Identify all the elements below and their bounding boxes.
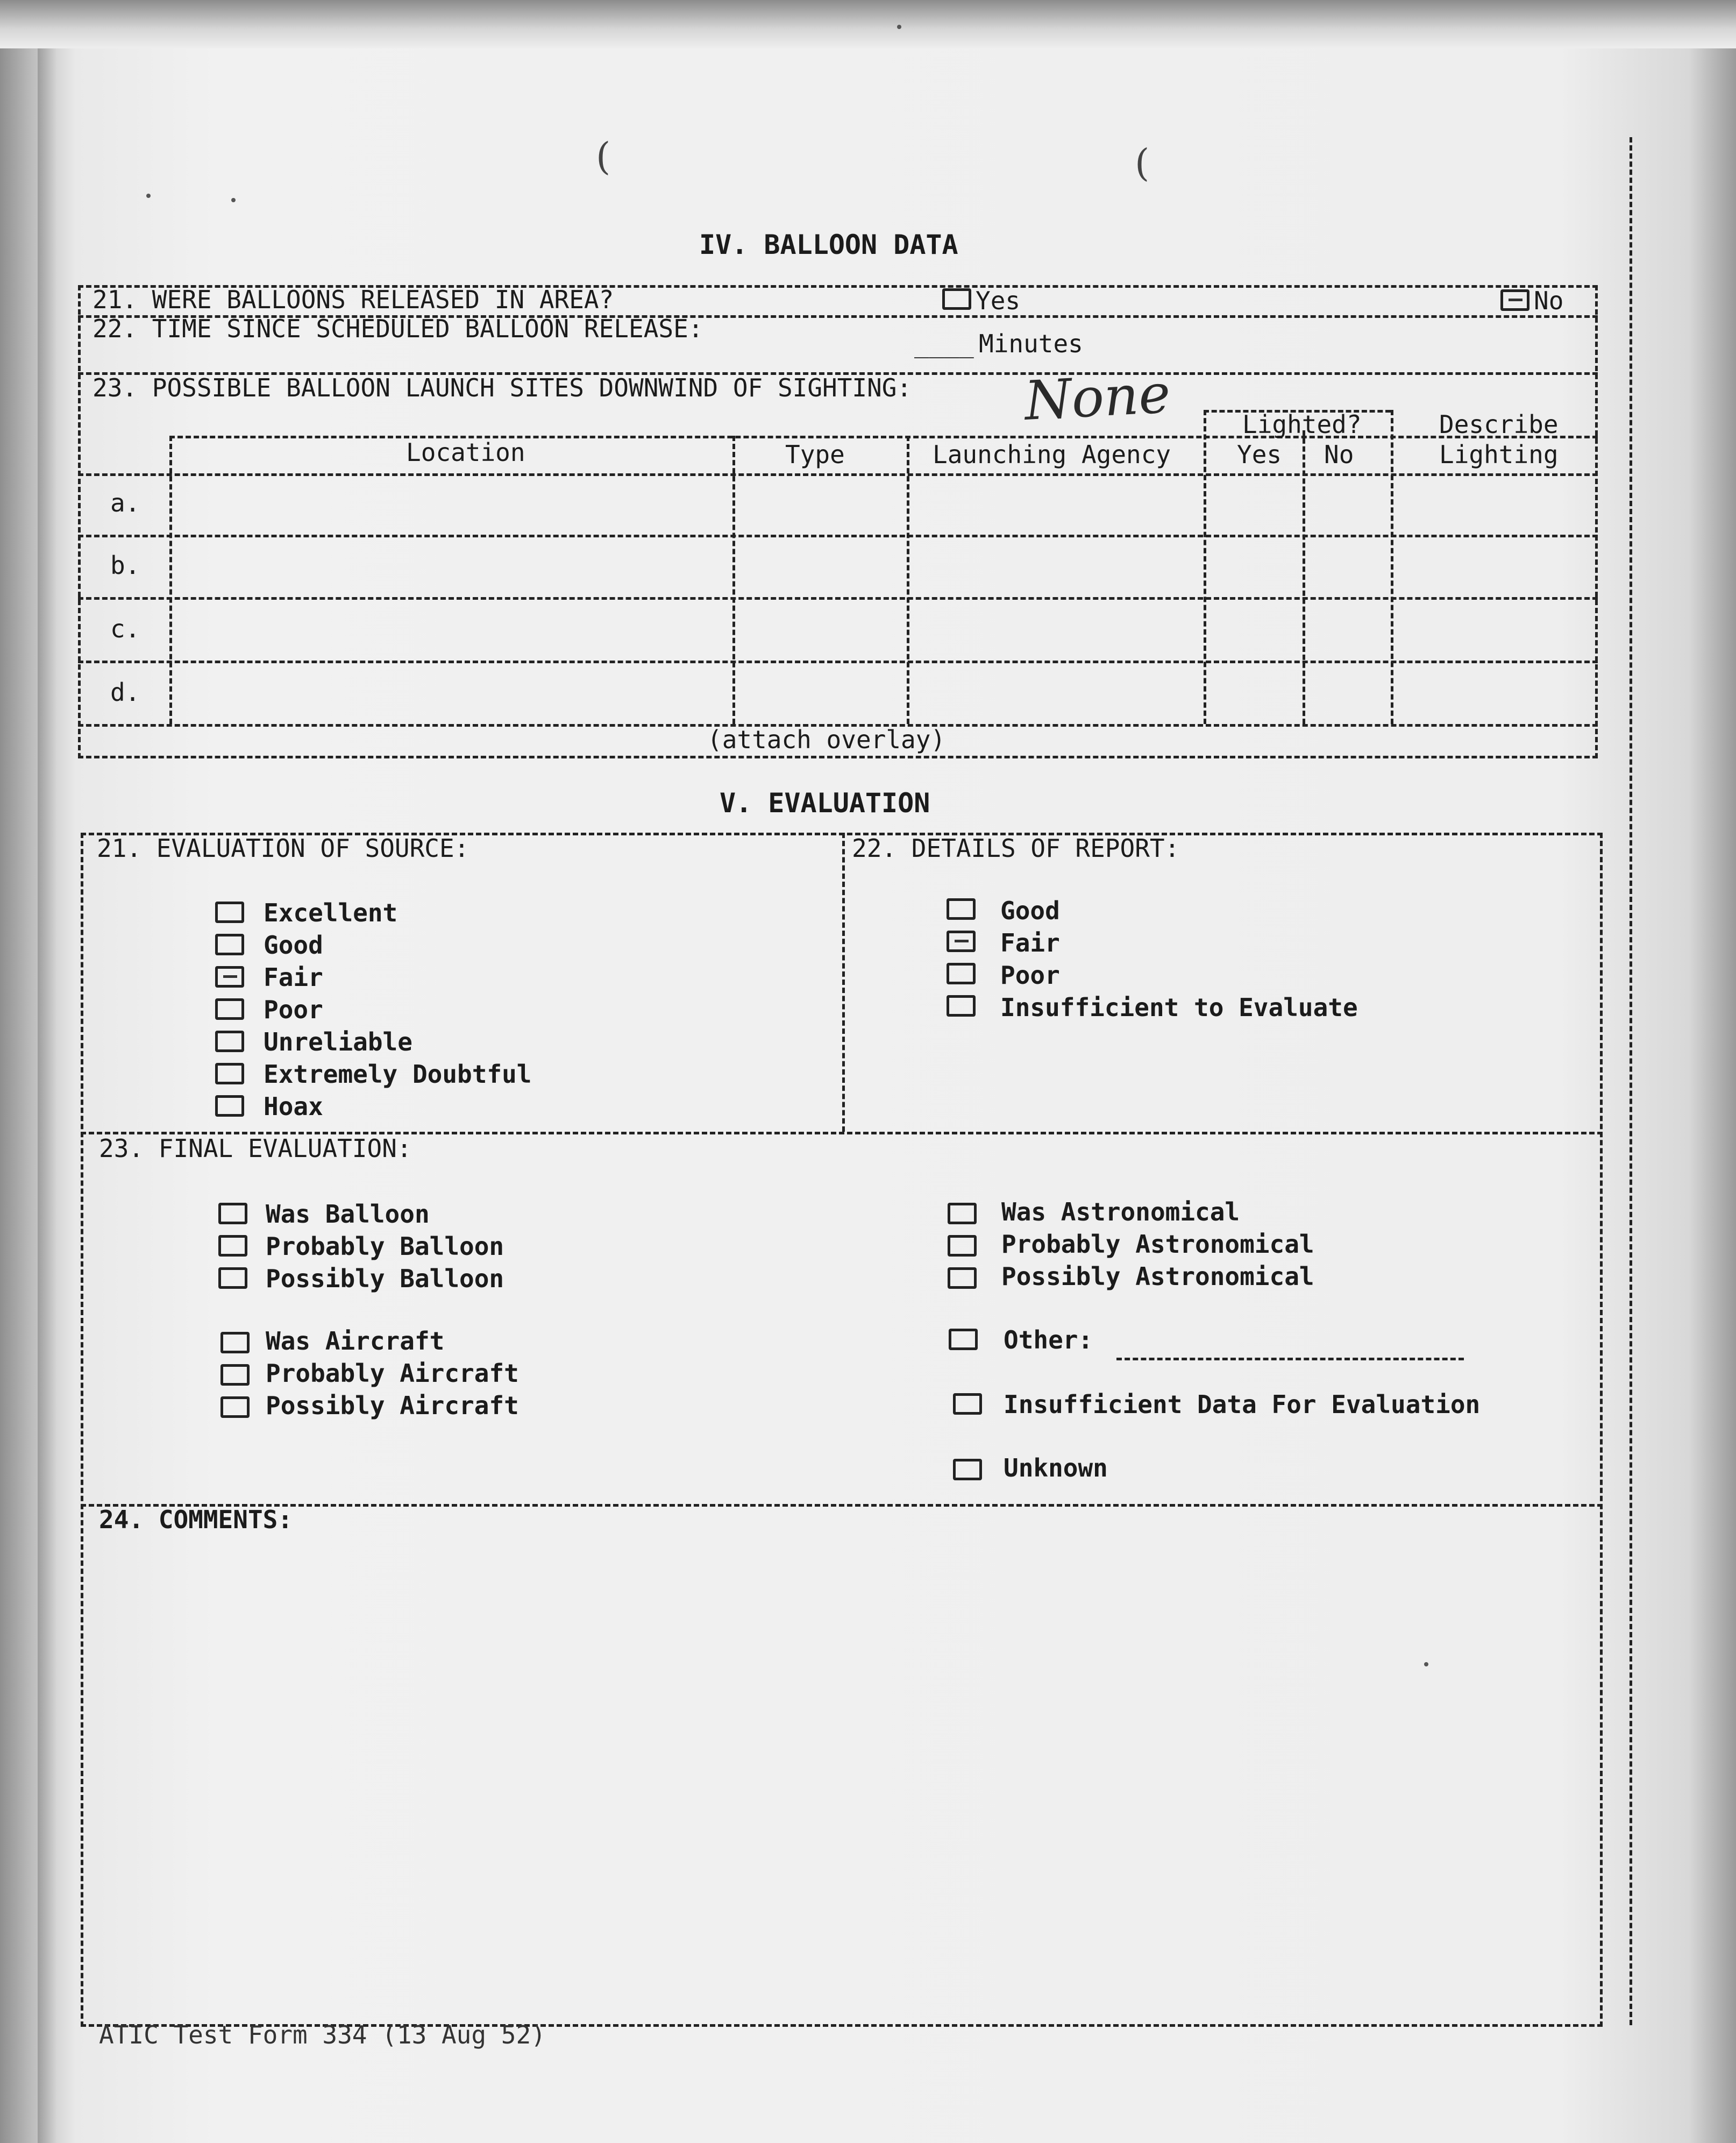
source-unreliable-checkbox[interactable]	[215, 1031, 244, 1052]
q22-label: 22. TIME SINCE SCHEDULED BALLOON RELEASE:	[93, 314, 703, 343]
row-label-b: b.	[110, 551, 140, 580]
row-label-a: a.	[110, 488, 140, 517]
final-eval-title: 23. FINAL EVALUATION:	[99, 1134, 412, 1163]
section-title-balloon-data: IV. BALLOON DATA	[699, 229, 958, 260]
col-lighting: Lighting	[1439, 440, 1559, 469]
source-excellent-label: Excellent	[264, 898, 398, 927]
q23-label: 23. POSSIBLE BALLOON LAUNCH SITES DOWNWIND OF SIGHTING:	[93, 373, 912, 402]
col-lighted: Lighted?	[1242, 410, 1362, 439]
source-good-label: Good	[264, 931, 323, 960]
final-was-astronomical-label: Was Astronomical	[1001, 1197, 1240, 1226]
final-probably-astronomical-checkbox[interactable]	[948, 1235, 977, 1257]
final-possibly-balloon-checkbox[interactable]	[218, 1267, 247, 1289]
col-lighted-no: No	[1324, 440, 1354, 469]
final-other-input-line[interactable]	[1116, 1358, 1464, 1360]
row-label-d: d.	[110, 678, 140, 707]
source-unreliable-label: Unreliable	[264, 1027, 412, 1056]
section-title-evaluation: V. EVALUATION	[720, 787, 930, 819]
source-poor-label: Poor	[264, 995, 323, 1024]
col-location: Location	[406, 438, 525, 467]
scan-left-edge	[38, 48, 56, 2143]
final-probably-balloon-checkbox[interactable]	[218, 1235, 247, 1257]
evaluation-divider	[842, 833, 845, 1132]
final-other-label: Other:	[1004, 1325, 1093, 1354]
report-fair-checkbox[interactable]	[947, 931, 976, 952]
final-possibly-astronomical-label: Possibly Astronomical	[1001, 1262, 1314, 1291]
form-number-footer: ATIC Test Form 334 (13 Aug 52)	[99, 2020, 546, 2049]
grid-col-rule	[169, 436, 172, 724]
source-poor-checkbox[interactable]	[215, 998, 244, 1020]
grid-row-rule	[78, 597, 1598, 600]
final-other-checkbox[interactable]	[949, 1329, 978, 1350]
col-describe: Describe	[1439, 410, 1559, 439]
report-insufficient-label: Insufficient to Evaluate	[1000, 993, 1358, 1022]
final-was-balloon-label: Was Balloon	[266, 1200, 430, 1229]
col-type: Type	[785, 440, 845, 469]
source-hoax-label: Hoax	[264, 1092, 323, 1121]
grid-row-rule	[78, 661, 1598, 663]
scan-speck	[1424, 1662, 1428, 1666]
source-extremely-doubtful-label: Extremely Doubtful	[264, 1060, 532, 1089]
scan-top-shadow	[0, 0, 1736, 48]
final-unknown-label: Unknown	[1004, 1453, 1108, 1482]
grid-row-rule	[78, 473, 1598, 476]
grid-col-rule	[907, 436, 909, 724]
final-was-aircraft-checkbox[interactable]	[220, 1332, 250, 1353]
grid-col-rule	[732, 436, 735, 724]
hole-punch-mark-right: (	[1135, 141, 1150, 185]
col-lighted-yes: Yes	[1237, 440, 1282, 469]
q21-no-checkbox[interactable]	[1500, 289, 1529, 311]
hole-punch-mark-left: (	[596, 134, 611, 179]
q21-yes-checkbox[interactable]	[942, 288, 971, 310]
grid-col-rule	[1204, 410, 1206, 724]
scan-speck	[146, 194, 151, 198]
q22-minutes-blank[interactable]: ____	[914, 329, 974, 358]
col-launching-agency: Launching Agency	[933, 440, 1171, 469]
evaluation-row-rule	[81, 1504, 1603, 1507]
grid-col-rule	[1391, 410, 1393, 724]
final-unknown-checkbox[interactable]	[953, 1459, 982, 1480]
report-poor-checkbox[interactable]	[947, 963, 976, 984]
row-label-c: c.	[110, 614, 140, 643]
report-details-title: 22. DETAILS OF REPORT:	[852, 834, 1180, 863]
q22-unit: Minutes	[979, 329, 1083, 358]
q21-yes-label: Yes	[976, 286, 1021, 315]
final-insufficient-data-label: Insufficient Data For Evaluation	[1004, 1390, 1481, 1419]
report-insufficient-checkbox[interactable]	[947, 995, 976, 1017]
grid-col-rule	[1303, 430, 1305, 724]
final-was-astronomical-checkbox[interactable]	[948, 1203, 977, 1224]
final-possibly-aircraft-checkbox[interactable]	[220, 1396, 250, 1418]
source-good-checkbox[interactable]	[215, 934, 244, 955]
report-fair-label: Fair	[1000, 928, 1060, 957]
final-possibly-balloon-label: Possibly Balloon	[266, 1264, 504, 1293]
report-poor-label: Poor	[1000, 961, 1060, 990]
q21-no-label: No	[1534, 286, 1564, 315]
q21-label: 21. WERE BALLOONS RELEASED IN AREA?	[93, 285, 614, 314]
final-was-aircraft-label: Was Aircraft	[266, 1326, 445, 1356]
final-probably-balloon-label: Probably Balloon	[266, 1232, 504, 1261]
final-probably-aircraft-label: Probably Aircraft	[266, 1359, 519, 1388]
source-hoax-checkbox[interactable]	[215, 1095, 244, 1117]
grid-header-rule	[169, 436, 1598, 438]
page-right-rule	[1630, 137, 1632, 2025]
source-excellent-checkbox[interactable]	[215, 902, 244, 923]
attach-overlay-note: (attach overlay)	[707, 725, 946, 754]
final-insufficient-data-checkbox[interactable]	[953, 1393, 982, 1415]
final-probably-aircraft-checkbox[interactable]	[220, 1364, 250, 1386]
scan-speck	[231, 198, 236, 202]
source-fair-label: Fair	[264, 963, 323, 992]
comments-title: 24. COMMENTS:	[99, 1505, 293, 1534]
source-extremely-doubtful-checkbox[interactable]	[215, 1063, 244, 1084]
q23-handwritten-answer: None	[1023, 361, 1172, 433]
scan-speck	[897, 25, 901, 29]
report-good-label: Good	[1000, 896, 1060, 925]
final-possibly-astronomical-checkbox[interactable]	[948, 1267, 977, 1289]
grid-row-rule	[78, 535, 1598, 537]
balloon-data-table	[78, 285, 1598, 758]
report-good-checkbox[interactable]	[947, 898, 976, 920]
source-eval-title: 21. EVALUATION OF SOURCE:	[97, 834, 469, 863]
final-possibly-aircraft-label: Possibly Aircraft	[266, 1391, 519, 1420]
source-fair-checkbox[interactable]	[215, 966, 244, 988]
final-was-balloon-checkbox[interactable]	[218, 1203, 247, 1224]
final-probably-astronomical-label: Probably Astronomical	[1001, 1230, 1314, 1259]
